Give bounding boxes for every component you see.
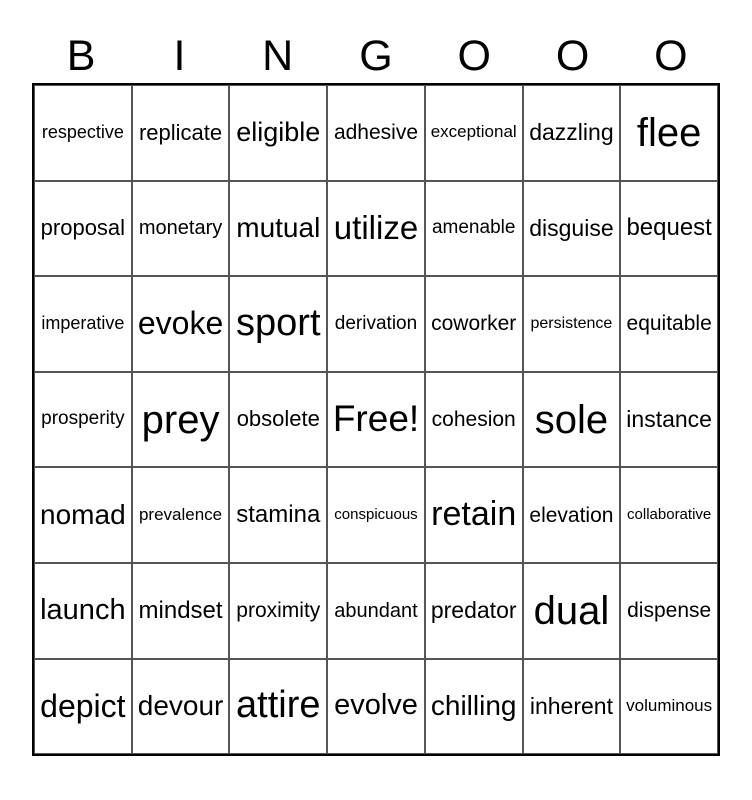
bingo-cell[interactable]: [327, 181, 425, 277]
cell-word: collaborative: [627, 505, 712, 523]
bingo-cell[interactable]: [523, 276, 621, 372]
cell-word: stamina: [236, 500, 321, 528]
bingo-cell[interactable]: [523, 85, 621, 181]
cell-word: equitable: [626, 312, 712, 336]
cell-word: evoke: [137, 305, 224, 342]
bingo-cell[interactable]: [523, 563, 621, 659]
cell-word: predator: [430, 597, 517, 624]
bingo-grid: [32, 83, 720, 756]
bingo-cell[interactable]: [229, 181, 327, 277]
cell-word: imperative: [41, 313, 125, 334]
cell-word: replicate: [138, 119, 223, 145]
cell-word: persistence: [530, 315, 613, 333]
cell-word: launch: [40, 593, 126, 626]
cell-word: conspicuous: [334, 505, 418, 523]
bingo-cell[interactable]: [425, 467, 523, 563]
cell-word: prey: [141, 397, 220, 442]
bingo-cell[interactable]: [620, 85, 718, 181]
cell-word: proximity: [236, 599, 321, 623]
header-letter-b: B: [66, 32, 96, 80]
cell-word: bequest: [626, 214, 712, 242]
bingo-cell[interactable]: [425, 659, 523, 755]
cell-word: obsolete: [236, 406, 320, 432]
cell-word: voluminous: [626, 696, 713, 716]
bingo-cell[interactable]: [620, 372, 718, 468]
bingo-cell[interactable]: [132, 659, 230, 755]
cell-word: nomad: [40, 498, 126, 530]
bingo-cell[interactable]: [34, 181, 132, 277]
cell-word: respective: [41, 121, 124, 142]
bingo-cell[interactable]: [523, 372, 621, 468]
cell-word: sole: [534, 397, 609, 442]
bingo-cell[interactable]: [229, 563, 327, 659]
cell-word: eligible: [236, 116, 321, 147]
cell-word: utilize: [333, 209, 419, 247]
bingo-cell[interactable]: [620, 181, 718, 277]
bingo-cell[interactable]: [34, 85, 132, 181]
cell-word: coworker: [431, 312, 517, 336]
header-letter-i: I: [173, 32, 186, 80]
cell-word: cohesion: [431, 408, 516, 432]
bingo-cell[interactable]: [425, 276, 523, 372]
bingo-cell[interactable]: [620, 276, 718, 372]
cell-word: evolve: [334, 689, 418, 722]
bingo-cell[interactable]: [327, 467, 425, 563]
cell-word: prevalence: [138, 504, 223, 524]
bingo-cell[interactable]: [132, 181, 230, 277]
header-letter-g: G: [359, 32, 393, 80]
bingo-cell[interactable]: [229, 467, 327, 563]
bingo-cell[interactable]: [425, 85, 523, 181]
bingo-cell[interactable]: [425, 181, 523, 277]
cell-word: monetary: [138, 217, 223, 240]
bingo-cell[interactable]: [132, 276, 230, 372]
bingo-cell[interactable]: [229, 276, 327, 372]
cell-word: depict: [40, 687, 126, 724]
cell-word: exceptional: [430, 122, 517, 142]
bingo-cell[interactable]: [132, 467, 230, 563]
bingo-cell[interactable]: [523, 659, 621, 755]
bingo-cell[interactable]: [620, 467, 718, 563]
header-letter-o1: O: [457, 32, 491, 80]
cell-word: proposal: [40, 215, 126, 241]
cell-word: flee: [636, 110, 702, 155]
bingo-cell[interactable]: [327, 276, 425, 372]
free-cell-word: Free!: [332, 398, 420, 440]
bingo-cell[interactable]: [425, 372, 523, 468]
bingo-cell[interactable]: [620, 563, 718, 659]
cell-word: chilling: [430, 689, 517, 721]
free-cell[interactable]: [327, 372, 425, 468]
header-letter-o3: O: [654, 32, 688, 80]
cell-word: dispense: [627, 599, 712, 623]
cell-word: mutual: [236, 211, 321, 243]
cell-word: devour: [137, 689, 224, 721]
bingo-cell[interactable]: [34, 659, 132, 755]
cell-word: dazzling: [529, 119, 614, 146]
bingo-cell[interactable]: [425, 563, 523, 659]
bingo-cell[interactable]: [327, 563, 425, 659]
cell-word: derivation: [334, 312, 418, 334]
cell-word: prosperity: [41, 408, 125, 430]
bingo-cell[interactable]: [523, 181, 621, 277]
bingo-cell[interactable]: [327, 85, 425, 181]
bingo-cell[interactable]: [34, 467, 132, 563]
bingo-cell[interactable]: [229, 659, 327, 755]
bingo-cell[interactable]: [229, 85, 327, 181]
cell-word: instance: [626, 405, 712, 432]
bingo-cell[interactable]: [132, 372, 230, 468]
bingo-cell[interactable]: [523, 467, 621, 563]
cell-word: abundant: [334, 599, 418, 622]
cell-word: inherent: [529, 692, 613, 719]
bingo-cell[interactable]: [34, 563, 132, 659]
bingo-cell[interactable]: [34, 372, 132, 468]
cell-word: amenable: [431, 216, 516, 238]
bingo-cell[interactable]: [620, 659, 718, 755]
cell-word: adhesive: [333, 121, 419, 145]
bingo-board: [32, 12, 720, 756]
bingo-cell[interactable]: [229, 372, 327, 468]
bingo-cell[interactable]: [132, 563, 230, 659]
header-letter-n: N: [262, 32, 294, 80]
cell-word: dual: [533, 588, 610, 633]
bingo-cell[interactable]: [327, 659, 425, 755]
cell-word: mindset: [138, 596, 223, 624]
cell-word: elevation: [529, 503, 614, 527]
cell-word: disguise: [529, 214, 614, 241]
cell-word: attire: [236, 684, 321, 727]
cell-word: sport: [236, 302, 321, 345]
bingo-cell[interactable]: [34, 276, 132, 372]
bingo-header: [32, 12, 720, 83]
header-letter-o2: O: [555, 32, 590, 80]
cell-word: retain: [431, 495, 517, 534]
bingo-cell[interactable]: [132, 85, 230, 181]
